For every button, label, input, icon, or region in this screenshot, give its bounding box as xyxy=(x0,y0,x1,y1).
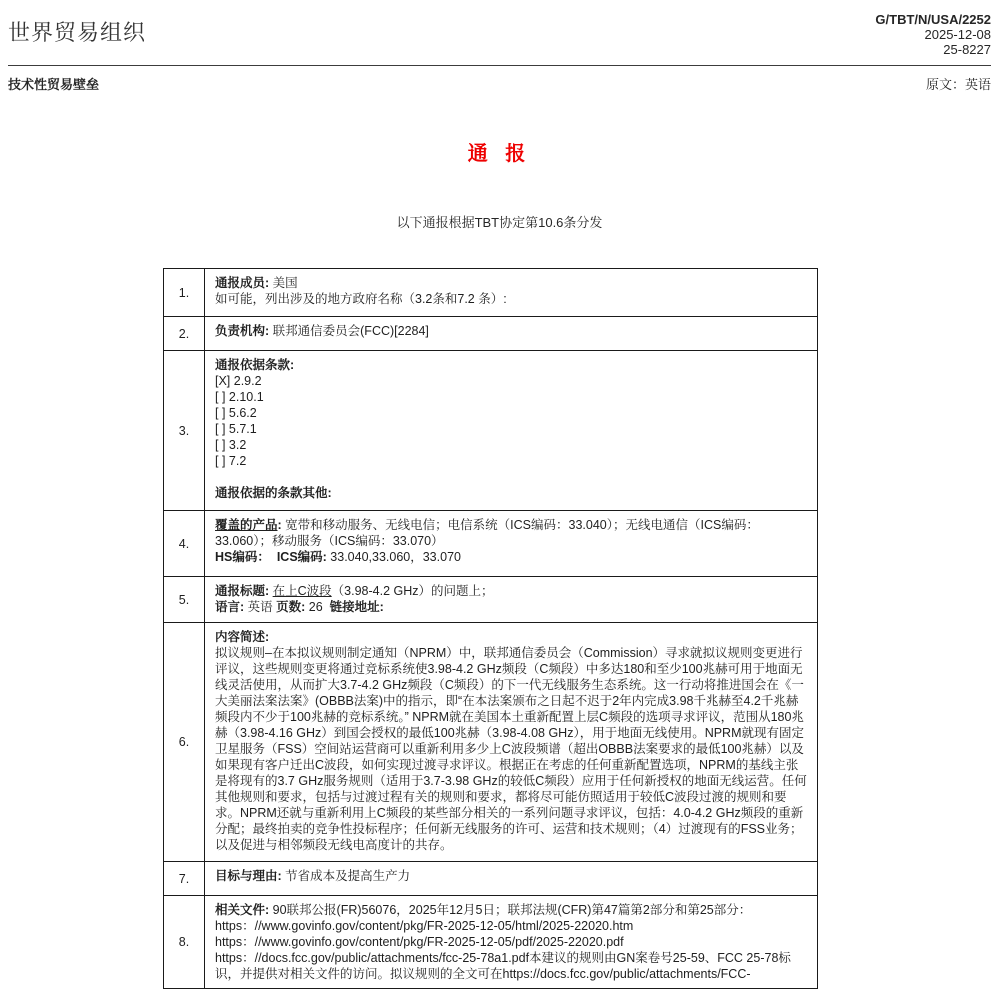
text-segment: [ ] 7.2 xyxy=(215,454,247,468)
text-segment: 链接地址: xyxy=(329,600,384,614)
text-segment: [ ] 2.10.1 xyxy=(215,390,264,404)
content-line xyxy=(215,599,808,615)
content-line xyxy=(215,469,808,485)
content-line xyxy=(215,389,808,405)
text-segment: 节省成本及提高生产力 xyxy=(285,869,411,883)
org-title: 世界贸易组织 xyxy=(8,20,147,45)
text-segment: 在上C波段 xyxy=(272,584,332,598)
text-segment: : xyxy=(277,518,286,532)
text-segment: 90联邦公报(FR)56076，2025年12月5日；联邦法规(CFR)第47篇第2部分和第25部分： xyxy=(272,903,752,917)
text-segment: 33.040,33.060，33.070 xyxy=(330,550,461,564)
table-row xyxy=(164,862,818,896)
text-segment: 拟议规则–在本拟议规则制定通知（NPRM）中，联邦通信委员会（Commission）寻求就拟议规则变更进行评议，这些规则变更将通过竞标系统使3.98-4.2 GHz频段（C频段）中多达180和至少100兆赫可用于地面无线灵活使用，从而扩大3.7-4.2 GHz频段（C频段）的下一代无线服务生态系统。这一行动将推进国会在《一大美丽法案法案》(OBBB法案)中的指示，即“在本法案颁布之日起不迟于2年内完成3.98千兆赫至4.2千兆赫频段内不少于100兆赫的竞标系统。” NPRM就在美国本土重新配置上层C频段的选项寻求评议，范围从180兆赫（3.98-4.16 GHz）到国会授权的最低100兆赫（3.98-4.08 GHz），用于地面无线使用。NPRM就现有固定卫星服务（FSS）空间站运营商可以重新利用多少上C波段频谱（超出OBBB法案要求的最低100兆赫）以及如果现有客户迁出C波段，如何实现过渡寻求评议。根据正在考虑的任何重新配置选项，NPRM的基线主张是将现有的3.7 GHz服务规则（适用于3.7-3.98 GHz的较低C频段）应用于任何新授权的地面无线运营。任何其他规则和要求，包括与过渡过程有关的规则和要求，都将尽可能仿照适用于较低C波段过渡的规则和要求。NPRM还就与重新利用上C频段的某些部分相关的一系列问题寻求评议，包括：4.0-4.2 GHz频段的重新分配；最终拍卖的竞争性投标程序；任何新无线服务的许可、运营和技术规则；（4）过渡现有的FSS业务；以及促进与相邻频段无线电高度计的共存。 xyxy=(215,646,807,852)
text-segment: 通报标题: xyxy=(215,584,273,598)
table-row xyxy=(164,269,818,317)
row-number: 5. xyxy=(164,577,205,623)
content-line xyxy=(215,918,808,934)
document-header xyxy=(8,12,991,62)
text-segment: 负责机构: xyxy=(215,324,273,338)
content-line xyxy=(215,934,808,950)
table-row xyxy=(164,317,818,351)
table-row xyxy=(164,577,818,623)
row-content xyxy=(205,896,818,989)
content-line xyxy=(215,291,808,307)
content-line xyxy=(215,373,808,389)
content-line xyxy=(215,868,808,884)
text-segment: （3.98-4.2 GHz）的问题上； xyxy=(331,584,494,598)
row-number: 4. xyxy=(164,511,205,577)
text-segment: 通报成员: xyxy=(215,276,273,290)
notification-table-body xyxy=(164,269,818,989)
row-content xyxy=(205,623,818,862)
table-row xyxy=(164,623,818,862)
text-segment: 语言: xyxy=(215,600,248,614)
content-line xyxy=(215,485,808,501)
content-line xyxy=(215,437,808,453)
text-segment: 如可能，列出涉及的地方政府名称（3.2条和7.2 条）: xyxy=(215,292,507,306)
content-line xyxy=(215,583,808,599)
row-number: 8. xyxy=(164,896,205,989)
notification-title: 通 报 xyxy=(467,143,532,165)
text-segment: 通报依据的条款其他: xyxy=(215,486,332,500)
content-line xyxy=(215,629,808,645)
row-number: 1. xyxy=(164,269,205,317)
row-content xyxy=(205,317,818,351)
row-content xyxy=(205,862,818,896)
table-row xyxy=(164,351,818,511)
text-segment: [ ] 5.6.2 xyxy=(215,406,257,420)
text-segment: ICS编码: xyxy=(276,550,331,564)
content-line xyxy=(215,902,808,918)
content-line xyxy=(215,453,808,469)
text-segment: 页数: xyxy=(276,600,309,614)
row-number: 3. xyxy=(164,351,205,511)
content-line xyxy=(215,549,808,565)
content-line xyxy=(215,645,808,853)
content-line xyxy=(215,357,808,373)
sub-header xyxy=(8,74,991,93)
text-segment: 通报依据条款: xyxy=(215,358,295,372)
text-segment: 内容简述: xyxy=(215,630,270,644)
distribution-note: 以下通报根据TBT协定第10.6条分发 xyxy=(396,215,603,230)
text-segment: 目标与理由: xyxy=(215,869,286,883)
text-segment: 相关文件: xyxy=(215,903,273,917)
doc-meta-block xyxy=(875,12,991,57)
text-segment: 覆盖的产品 xyxy=(215,518,278,532)
committee-label: 技术性贸易壁垒 xyxy=(8,77,100,92)
doc-date: 2025-12-08 xyxy=(924,27,991,42)
content-line xyxy=(215,950,808,982)
text-segment: [X] 2.9.2 xyxy=(215,374,262,388)
content-line xyxy=(215,323,808,339)
header-divider xyxy=(8,65,991,66)
content-line xyxy=(215,421,808,437)
original-language-label: 原文：英语 xyxy=(925,77,991,92)
row-number: 7. xyxy=(164,862,205,896)
content-line xyxy=(215,275,808,291)
row-number: 2. xyxy=(164,317,205,351)
text-segment: 美国 xyxy=(272,276,298,290)
row-content xyxy=(205,511,818,577)
table-row xyxy=(164,896,818,989)
doc-symbol: G/TBT/N/USA/2252 xyxy=(875,12,991,27)
text-segment: 宽带和移动服务、无线电信；电信系统（ICS编码：33.040）；无线电通信（ICS编码：33.060）；移动服务（ICS编码：33.070） xyxy=(215,518,759,548)
row-number: 6. xyxy=(164,623,205,862)
text-segment: https：//www.govinfo.gov/content/pkg/FR-2025-12-05/html/2025-22020.htm xyxy=(215,919,634,933)
doc-number: 25-8227 xyxy=(943,42,991,57)
row-content xyxy=(205,577,818,623)
text-segment: https：//docs.fcc.gov/public/attachments/fcc-25-78a1.pdf本建议的规则由GN案卷号25-59、FCC 25-78标识，并提供对相关文件的访问。拟议规则的全文可在https://docs.fcc.gov/public/attachments/FCC- xyxy=(215,951,791,981)
row-content xyxy=(205,269,818,317)
text-segment: [ ] 3.2 xyxy=(215,438,247,452)
text-segment: https：//www.govinfo.gov/content/pkg/FR-2025-12-05/pdf/2025-22020.pdf xyxy=(215,935,624,949)
content-line xyxy=(215,405,808,421)
text-segment: 26 xyxy=(308,600,330,614)
text-segment: [ ] 5.7.1 xyxy=(215,422,257,436)
text-segment: HS编码： xyxy=(215,550,277,564)
notification-table xyxy=(163,268,818,989)
text-segment: 联邦通信委员会(FCC)[2284] xyxy=(272,324,429,338)
table-row xyxy=(164,511,818,577)
row-content xyxy=(205,351,818,511)
text-segment: 英语 xyxy=(247,600,277,614)
content-line xyxy=(215,517,808,549)
